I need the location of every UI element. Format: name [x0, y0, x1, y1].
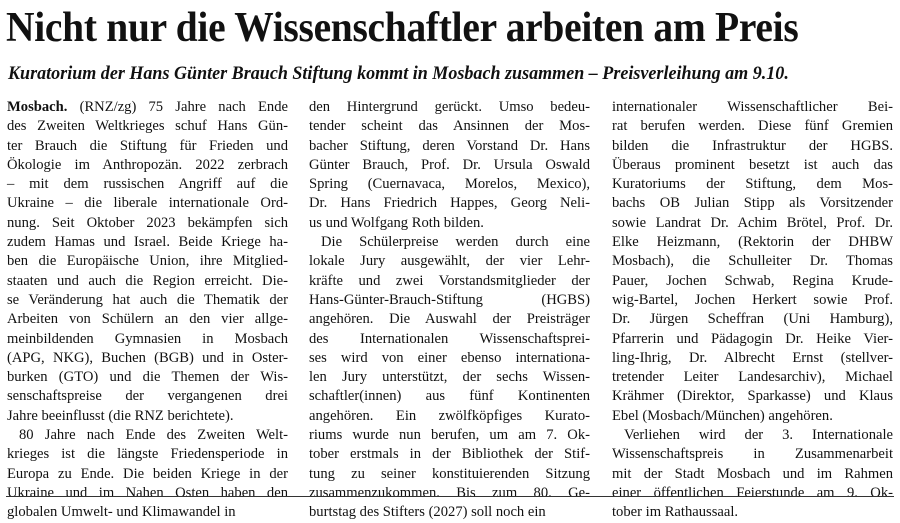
text-line: Ukraine und im Nahen Osten haben den	[7, 484, 288, 501]
text-line: Die Schülerpreise werden durch eine	[321, 234, 590, 251]
text-line: krieges ist die längste Friedensperiode in	[7, 446, 288, 463]
bottom-rule	[6, 496, 894, 497]
text-line: Elke Heizmann, (Rektorin der DHBW	[612, 234, 893, 251]
text-line: Dr. Hans Friedrich Happes, Georg Neli-	[309, 195, 590, 212]
text-line: ses wird von einer ebenso internationa-	[309, 349, 590, 366]
text-line: nung. Seit Oktober 2023 bekämpfen sich	[7, 214, 288, 231]
text-line: burken (GTO) und die Themen der Wis-	[7, 369, 288, 386]
text-line: tober erstmals in der Bibliothek der Stif-	[309, 446, 590, 463]
text-line: se Veränderung hat auch die Thematik der	[7, 291, 288, 308]
text-line: Wissenschaftspreis in Zusammenarbeit	[612, 446, 893, 463]
text-line: ter Brauch die Stiftung für Frieden und	[7, 137, 288, 154]
text-line: riums wurde nun berufen, um am 7. Ok-	[309, 427, 590, 444]
text-line: wig-Bartel, Jochen Herkert sowie Prof.	[612, 291, 893, 308]
text-line: 80 Jahre nach Ende des Zweiten Welt-	[19, 427, 288, 444]
text-line: len Jury unterstützt, der sechs Wissen-	[309, 369, 590, 386]
text-line: senschaftspreise der vergangenen drei	[7, 388, 288, 405]
text-line: globalen Umwelt- und Klimawandel in	[7, 504, 236, 521]
text-line: Überaus prominent besetzt ist auch das	[612, 156, 893, 173]
text-line: Ökologie im Anthropozän. 2022 zerbrach	[7, 156, 288, 173]
text-line: Spring (Cuernavaca, Morelos, Mexico),	[309, 176, 590, 193]
text-line: Mosbach), die Schulleiter Dr. Thomas	[612, 253, 893, 270]
text-line: – mit dem russischen Angriff auf die	[7, 176, 288, 193]
text-line: Ebel (Mosbach/München) angehören.	[612, 407, 833, 424]
text-line: bilden die Infrastruktur der HGBS.	[612, 137, 893, 154]
text-line: angehören. Die Auswahl der Preisträger	[309, 311, 590, 328]
text-line: Jahre beeinflusst (die RNZ berichtete).	[7, 407, 234, 424]
text-line: einer öffentlichen Feierstunde am 9. Ok-	[612, 484, 893, 501]
text-line: Verliehen wird der 3. Internationale	[624, 427, 893, 444]
text-line: Pauer, Jochen Schwab, Regina Krude-	[612, 272, 893, 289]
text-line: zudem Hamas und Israel. Beide Kriege ha-	[7, 234, 288, 251]
text-line: kräfte und zwei Vorstandsmitglieder der	[309, 272, 590, 289]
text-line: staaten und auch die Region erreicht. Die-	[7, 272, 288, 289]
text-line: bacher Stiftung, deren Vorstand Dr. Hans	[309, 137, 590, 154]
text-line: Pfarrerin und Pädagogin Dr. Heike Vier-	[612, 330, 893, 347]
column-3	[612, 98, 893, 521]
text-line: Dr. Jürgen Scheffran (Uni Hamburg),	[612, 311, 893, 328]
text-line-rest: (RNZ/zg) 75 Jahre nach Ende	[67, 99, 288, 115]
text-line: angehören. Ein zwölfköpfiges Kurato-	[309, 407, 590, 424]
text-line: tretender Leiter Landesarchiv), Michael	[612, 369, 893, 386]
text-line: den Hintergrund gerückt. Umso bedeu-	[309, 99, 590, 115]
text-line: Hans-Günter-Brauch-Stiftung (HGBS)	[309, 291, 590, 308]
text-line: Günter Brauch, Prof. Dr. Ursula Oswald	[309, 156, 590, 173]
text-line: Europa zu Ende. Die beiden Kriege in der	[7, 465, 288, 482]
column-1	[7, 98, 288, 521]
headline: Nicht nur die Wissenschaftler arbeiten am Preis	[6, 5, 799, 51]
text-line: internationaler Wissenschaftlicher Bei-	[612, 99, 893, 115]
text-line: Ukraine – die liberale internationale Ord-	[7, 195, 288, 212]
text-line: bachs OB Julian Stipp als Vorsitzender	[612, 195, 893, 212]
text-line: ben die Europäische Union, ihre Mitglied-	[7, 253, 288, 270]
dateline: Mosbach.	[7, 99, 68, 115]
text-line: sowie Landrat Dr. Achim Brötel, Prof. Dr.	[612, 214, 893, 231]
text-line: lokale Jury ausgewählt, der vier Lehr-	[309, 253, 590, 270]
text-line: Kuratoriums der Stiftung, dem Mos-	[612, 176, 893, 193]
text-line: des Internationalen Wissenschaftsprei-	[309, 330, 590, 347]
text-line: zusammenzukommen. Bis zum 80. Ge-	[309, 484, 590, 501]
text-line: Arbeiten von Schülern an den vier allge-	[7, 311, 288, 328]
text-line: meinbildenden Gymnasien in Mosbach	[7, 330, 288, 347]
text-line: (APG, NKG), Buchen (BGB) und in Oster-	[7, 349, 288, 366]
text-line: burtstag des Stifters (2027) soll noch ein	[309, 504, 546, 521]
text-line: tender scheint das Ansinnen der Mos-	[309, 118, 590, 135]
text-line: des Zweiten Weltkrieges schuf Hans Gün-	[7, 118, 288, 135]
article-body	[7, 98, 893, 521]
column-2	[309, 98, 590, 521]
text-line: rat berufen werden. Diese fünf Gremien	[612, 118, 893, 135]
text-line: ling-Ihrig, Dr. Albrecht Ernst (stellver-	[612, 349, 893, 366]
subheadline: Kuratorium der Hans Günter Brauch Stiftung kommt in Mosbach zusammen – Preisverleihung am 9.10.	[8, 63, 789, 84]
text-line: Krähmer (Direktor, Sparkasse) und Klaus	[612, 388, 893, 405]
text-line: mit der Stadt Mosbach und im Rahmen	[612, 465, 893, 482]
text-line: tung zu seiner konstituierenden Sitzung	[309, 465, 590, 482]
text-line: tober im Rathaussaal.	[612, 504, 739, 521]
text-line: schaftler(innen) aus fünf Kontinenten	[309, 388, 590, 405]
text-line: us und Wolfgang Roth bilden.	[309, 214, 484, 231]
text-line	[7, 98, 288, 117]
